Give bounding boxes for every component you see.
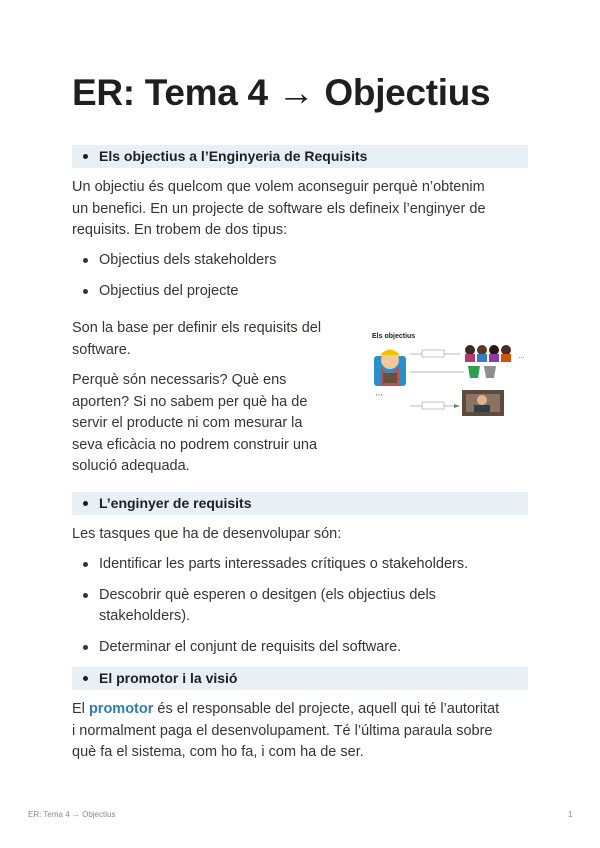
list-item-label: stakeholders). (99, 608, 191, 624)
section-heading-enginyer (72, 492, 528, 515)
list-item-label: Objectius del projecte (99, 283, 239, 299)
text-line: què fa el sistema, com ho fa, i com ha de ser. (72, 744, 364, 760)
label-box (422, 402, 444, 409)
promotor-paragraph (72, 699, 499, 764)
section-heading-label: El promotor i la visió (99, 670, 238, 686)
base-paragraph (72, 318, 321, 361)
text-line: Un objectiu és quelcom que volem aconseguir perquè n’obtenim (72, 179, 485, 195)
list-item-label: Descobrir què esperen o desitgen (els objectius dels (99, 587, 436, 603)
bullet (83, 258, 88, 263)
arrow-head-icon (454, 404, 460, 408)
list-item-label: Determinar el conjunt de requisits del software. (99, 639, 402, 655)
bullet (83, 645, 88, 650)
engineer-label-icon: ▪ ▪ ▪ (376, 392, 383, 397)
text-line: i normalment paga el desenvolupament. Té l’última paraula sobre (72, 722, 493, 739)
list-item-label: Objectius dels stakeholders (99, 252, 277, 268)
figure-caption: Els objectius (372, 333, 416, 340)
stakeholders-group (465, 345, 525, 362)
intro-paragraph (72, 177, 486, 242)
text-line: aporten? Si no sabem per què ha de (72, 393, 308, 410)
text-line: Son la base per definir els requisits del (72, 320, 322, 336)
more-icon: … (518, 353, 525, 360)
label-box (422, 350, 444, 357)
text-line: requisits. En trobem de dos tipus: (72, 222, 288, 238)
bullet (83, 562, 88, 567)
bullet (83, 593, 88, 598)
footer-title: ER: Tema 4 → Objectius (28, 810, 116, 819)
page-number: 1 (568, 810, 573, 819)
section-heading-label: Els objectius a l’Enginyeria de Requisits (99, 148, 368, 164)
text-line: software. (72, 341, 131, 358)
why-paragraph (72, 370, 317, 478)
text-line: solució adequada. (72, 458, 190, 474)
bullet (83, 501, 88, 506)
section-heading-promotor (72, 667, 528, 690)
objectius-diagram (368, 326, 528, 422)
engineer-figure (374, 350, 406, 387)
text-line: Perquè són necessaris? Què ens (72, 372, 287, 388)
text-line (72, 699, 499, 721)
section-heading-label: L’enginyer de requisits (99, 495, 252, 511)
text-span: El (72, 701, 85, 717)
bullet (83, 289, 88, 294)
text-line: un benefici. En un projecte de software els defineix l’enginyer de (72, 200, 486, 217)
list-item-label: Identificar les parts interessades crítiques o stakeholders. (99, 556, 469, 572)
text-line: seva eficàcia no podrem construir una (72, 436, 318, 453)
promotor-term: promotor (88, 701, 154, 717)
text-line: servir el producte ni com mesurar la (72, 415, 303, 431)
bullet (83, 676, 88, 681)
tasks-intro: Les tasques que ha de desenvolupar són: (72, 526, 342, 542)
section-heading-objectius (72, 145, 528, 168)
bullet (83, 154, 88, 159)
page-title: ER: Tema 4 → Objectius (72, 72, 491, 113)
text-span: és el responsable del projecte, aquell qui té l’autoritat (157, 701, 500, 717)
goals-icons (468, 366, 496, 378)
